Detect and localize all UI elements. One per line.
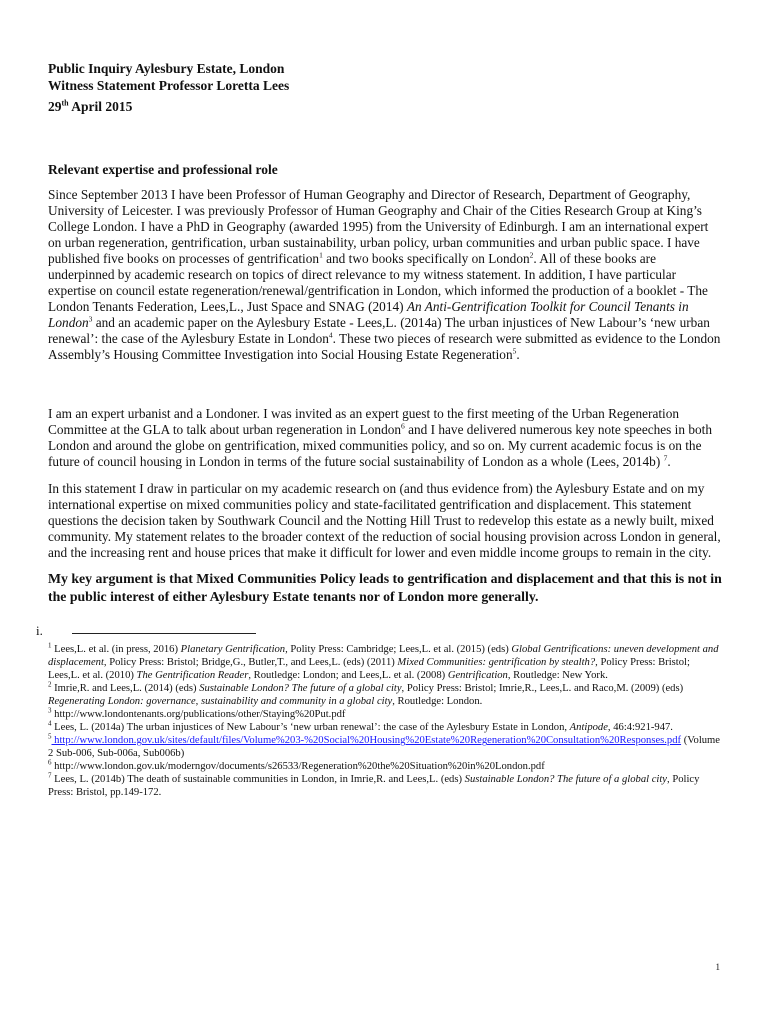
header-date (48, 99, 132, 114)
header-title (48, 60, 723, 115)
date-rest: April 2015 (68, 98, 133, 114)
footnote-5 (48, 734, 723, 760)
footnote-rule (72, 633, 256, 634)
key-argument: My key argument is that Mixed Communities Policy leads to gentrification and displacement and that this is not in the public interest of either Aylesbury Estate tenants nor of London more generally. (48, 571, 722, 604)
footnote-title: Regenerating London: governance, sustainability and community in a global city (48, 696, 393, 708)
footnote-text: Polity Press: Cambridge; Lees,L. et al. (2015) (eds) (287, 644, 512, 656)
date-day: 29 (48, 98, 62, 114)
footnote-ref-2[interactable]: 2 (529, 250, 534, 260)
section-heading: Relevant expertise and professional role (48, 161, 278, 177)
footnote-url: http://www.londontenants.org/publications/other/Staying%20Put.pdf (51, 709, 346, 721)
footnote-text: , Policy Press: Bristol; Imrie,R., Lees,L. and Raco,M. (2009) (eds) (401, 683, 684, 695)
para2-text-a: I am an expert urbanist and a Londoner. I was invited as an expert guest to the first meeting of the Urban Regeneration Committee at the GLA to talk about urban regeneration in London (48, 405, 680, 437)
footnote-7 (48, 773, 723, 799)
footnote-3 (48, 708, 723, 721)
footnote-number: 4 (48, 719, 52, 728)
footnote-number: 5 (48, 732, 52, 741)
paragraph-urbanist (48, 406, 723, 470)
footnote-ref-4[interactable]: 4 (328, 330, 333, 340)
footnote-title: Antipode (569, 722, 608, 734)
para1-text-b: and two books specifically on London (322, 250, 530, 266)
para1-text-a: Since September 2013 I have been Professor of Human Geography and Director of Research, Department of Geography, University of Leicester. I was previously Professor of Human Geography and Chair of the Cities Research Group at King’s College London. I have a PhD in Geography (awarded 1995) from the University of Edinburgh. I am an international expert on urban regeneration, gentrification, urban sustainability, urban policy, urban communities and urban public space. I have published five books on processes of gentrification (48, 186, 709, 266)
para1-toolkit-title: An Anti-Gentrification Toolkit for Council Tenants in London (48, 299, 689, 331)
footnote-4 (48, 721, 723, 734)
footnote-number: 6 (48, 758, 52, 767)
footnote-text: Lees, L. (2014a) The urban injustices of New Labour’s ‘new urban renewal’: the case of the Aylesbury Estate in London, (51, 722, 570, 734)
footnote-text: , Policy Press: Bristol; Lees,L. et al. (2010) (48, 657, 690, 682)
para1-text-e: . These two pieces of research were submitted as evidence to the London Assembly’s Housing Committee Investigation into Social Housing Estate Regeneration (48, 331, 721, 363)
para1-text-f: . (516, 347, 520, 363)
para2-text-b: and I have delivered numerous key note speeches in both London and around the globe on gentrification, mixed communities policy, and so on. My current academic focus is on the future of council housing in London in terms of the future social sustainability of London as a whole (Lees, 2014b) (48, 421, 712, 469)
page-number: 1 (715, 962, 720, 972)
footnote-1 (48, 643, 723, 682)
footnote-text: (Volume 2 Sub-006, Sub-006a, Sub006b) (48, 735, 721, 760)
footnote-separator (36, 623, 723, 641)
footnote-title: Planetary Gentrification, (180, 644, 288, 656)
footnote-text: , Routledge: London; and Lees,L. et al. (2008) (248, 670, 448, 682)
footnote-text: Imrie,R. and Lees,L. (2014) (eds) (51, 683, 200, 695)
footnote-text: , 46:4:921-947. (607, 722, 673, 734)
footnotes (48, 643, 723, 799)
footnote-text: , Routledge: London. (392, 696, 483, 708)
header-line-inquiry: Public Inquiry Aylesbury Estate, London (48, 61, 285, 76)
header-line-witness: Witness Statement Professor Loretta Lees (48, 78, 290, 93)
footnote-ref-1[interactable]: 1 (319, 250, 323, 260)
date-suffix: th (61, 98, 69, 107)
footnote-title: Global Gentrifications: uneven development and displacement (48, 644, 719, 669)
footnote-number: 3 (48, 706, 52, 715)
footnote-text: , Policy Press: Bristol, pp.149-172. (48, 774, 700, 799)
footnote-title: The Gentrification Reader (136, 670, 249, 682)
footnote-6 (48, 760, 723, 773)
footnote-text: Lees, L. (2014b) The death of sustainable communities in London, in Imrie,R. and Lees,L. (eds) (51, 774, 465, 786)
footnote-number: 2 (48, 680, 52, 689)
footnote-text: , Routledge: New York. (507, 670, 608, 682)
footnote-text: Lees,L. et al. (in press, 2016) (51, 644, 181, 656)
footnote-title: Mixed Communities: gentrification by stealth? (397, 657, 596, 669)
footnote-list-marker: i. (36, 623, 43, 639)
paragraph-statement: In this statement I draw in particular on my academic research on (and thus evidence from) the Aylesbury Estate and on my international expertise on mixed communities policy and state-facilitated gentrification and displacement. This statement questions the decision taken by Southwark Council and the Notting Hill Trust to redevelop this estate as a newly built, mixed community. My statement relates to the broader context of the reduction of social housing provision across London in general, and the increasing rent and house prices that make it difficult for lower and even middle income groups to remain in the city. (48, 480, 721, 561)
footnote-ref-5[interactable]: 5 (512, 347, 517, 357)
footnote-2 (48, 682, 723, 708)
footnote-title: Sustainable London? The future of a global city (199, 683, 402, 695)
footnote-number: 7 (48, 771, 52, 780)
footnote-ref-7[interactable]: 7 (663, 453, 668, 463)
para1-text-c: . All of these books are underpinned by academic research on topics of direct relevance to my witness statement. In addition, I have particular expertise on council estate regeneration/renewal/gentrification in London, which informed the production of a booklet - The London Tenants Federation, Lees,L., Just Space and SNAG (2014) (48, 250, 708, 315)
paragraph-expertise (48, 187, 723, 364)
para1-text-d: and an academic paper on the Aylesbury Estate - Lees,L. (2014a) The urban injustices of New Labour’s ‘new urban renewal’: the case of the Aylesbury Estate in London (48, 315, 710, 347)
footnote-text: , Policy Press: Bristol; Bridge,G., Butler,T., and Lees,L. (eds) (2011) (103, 657, 398, 669)
footnote-title: Sustainable London? The future of a global city (464, 774, 668, 786)
footnote-ref-6[interactable]: 6 (401, 421, 405, 431)
footnote-url: http://www.london.gov.uk/moderngov/documents/s26533/Regeneration%20the%20Situation%20in%20London.pdf (51, 761, 545, 773)
document-page (36, 60, 723, 799)
para2-text-c: . (667, 453, 671, 469)
footnote-link[interactable]: http://www.london.gov.uk/sites/default/files/Volume%203-%20Social%20Housing%20Estate%20Regeneration%20Consultation%20Responses.pdf (51, 735, 682, 747)
footnote-number: 1 (48, 641, 52, 650)
footnote-ref-3[interactable]: 3 (88, 314, 93, 324)
footnote-title: Gentrification (447, 670, 508, 682)
